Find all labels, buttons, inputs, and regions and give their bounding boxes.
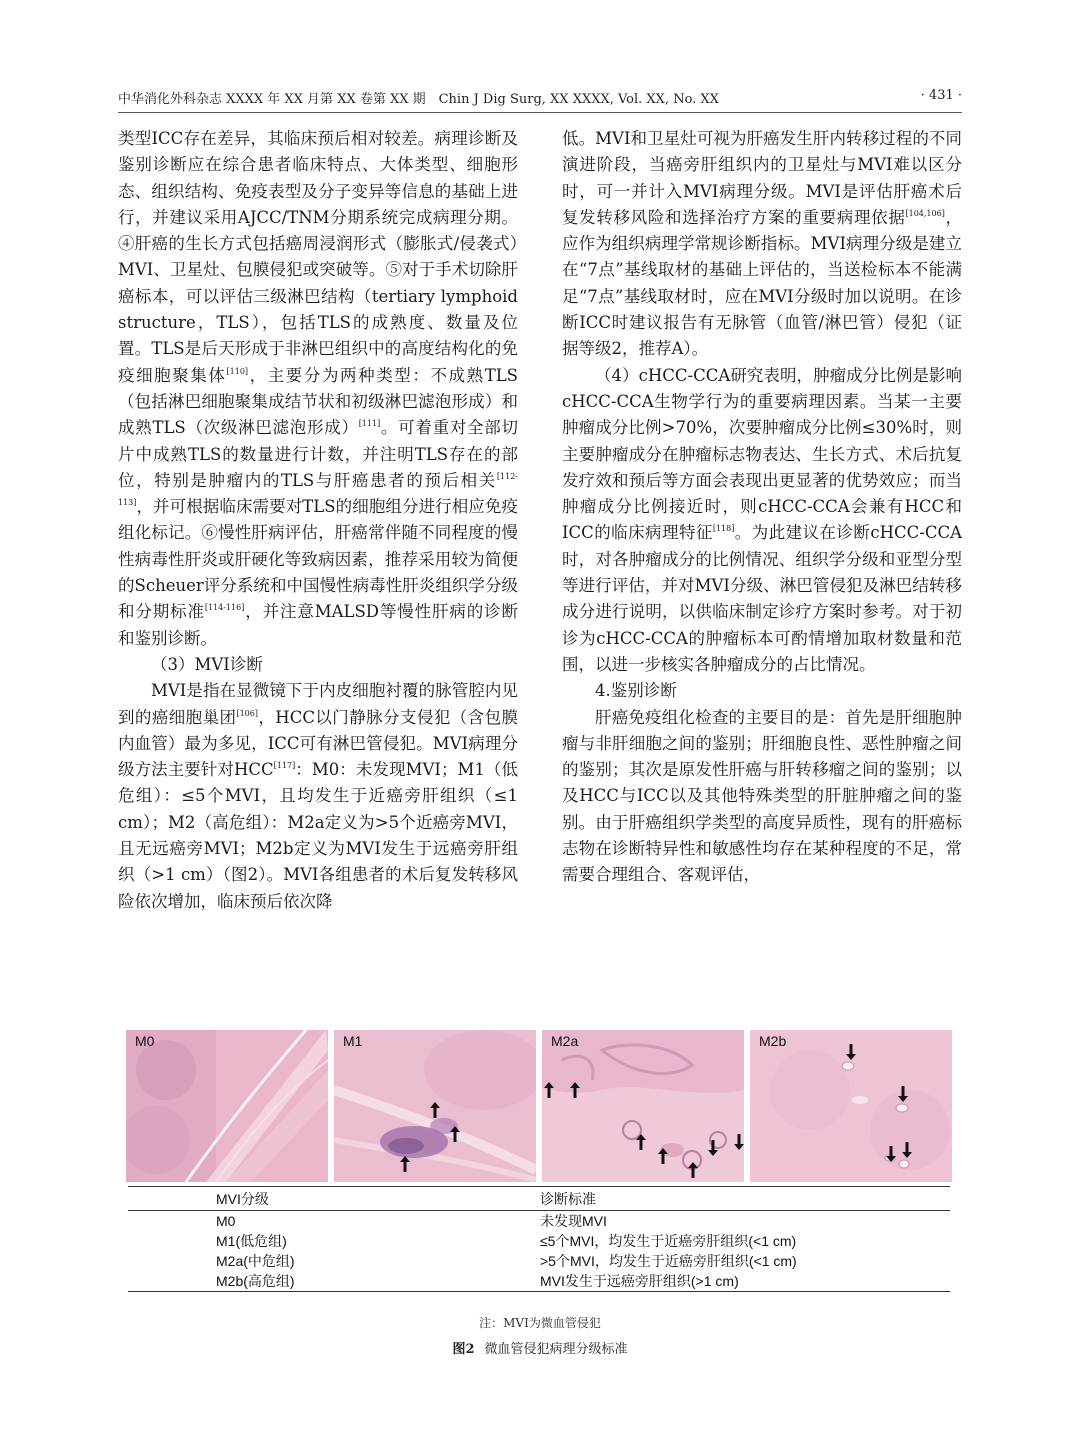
arrow-icon [688,1162,694,1176]
criteria-cell: >5个MVI，均发生于近癌旁肝组织(<1 cm) [540,1253,797,1269]
arrow-icon [658,1148,664,1162]
histology-image-m2a [542,1030,744,1182]
table-row [128,1231,950,1251]
running-header [118,88,962,113]
criteria-cell: 未发现MVI [540,1213,607,1229]
table-header-row [128,1187,950,1211]
paragraph: 类型ICC存在差异，其临床预后相对较差。病理诊断及鉴别诊断应在综合患者临床特点、大体类型、细胞形态、组织结构、免疫表型及分子变异等信息的基础上进行，并建议采用AJCC/TNM分期系统完成病理分期。④肝癌的生长方式包括癌周浸润形式（膨胀式/侵袭式）MVI、卫星灶、包膜侵犯或突破等。⑤对于手术切除肝癌标本，可以评估三级淋巴结构（tertiary lymphoid structure，TLS），包括TLS的成熟度、数量及位置。TLS是后天形成于非淋巴组织中的高度结构化的免疫细胞聚集体[110]，主要分为两种类型：不成熟TLS（包括淋巴细胞聚集成结节状和初级淋巴滤泡形成）和成熟TLS（次级淋巴滤泡形成）[111]。可着重对全部切片中成熟TLS的数量进行计数，并注明TLS存在的部位，特别是肿瘤内的TLS与肝癌患者的预后相关[112-113]，并可根据临床需要对TLS的细胞组分进行相应免疫组化标记。⑥慢性肝病评估，肝癌常伴随不同程度的慢性病毒性肝炎或肝硬化等致病因素，推荐采用较为简便的Scheuer评分系统和中国慢性病毒性肝炎组织学分级和分期标准[114-116]，并注意MALSD等慢性肝病的诊断和鉴别诊断。 [118,129,519,648]
table-row [128,1211,950,1232]
arrow-icon [708,1140,714,1154]
arrow-icon [430,1102,436,1116]
paragraph: （4）cHCC-CCA研究表明，肿瘤成分比例是影响cHCC-CCA生物学行为的重要病理因素。当某一主要肿瘤成分比例>70%，次要肿瘤成分比例≤30%时，则主要肿瘤成分在肿瘤标志物表达、生长方式、术后抗复发疗效和预后等方面会表现出更显著的优势效应；而当肿瘤成分比例接近时，则cHCC-CCA会兼有HCC和ICC的临床病理特征[118]。为此建议在诊断cHCC-CCA时，对各肿瘤成分的比例情况、组织学分级和亚型分型等进行评估，并对MVI分级、淋巴管侵犯及淋巴结转移成分进行说明，以供临床制定诊疗方案时参考。对于初诊为cHCC-CCA的肿瘤标本可酌情增加取材数量和范围，以进一步核实各肿瘤成分的占比情况。 [562,365,962,674]
journal-header: 中华消化外科杂志 XXXX 年 XX 月第 XX 卷第 XX 期 Chin J Dig Surg, XX XXXX, Vol. XX, No. XX [118,92,719,107]
arrow-icon [400,1156,406,1170]
arrow-icon [636,1134,642,1148]
figure-caption [0,1338,1080,1357]
figure-note: 注：MVI为微血管侵犯 [479,1316,601,1330]
section-heading: 4.鉴别诊断 [595,681,677,701]
citation: [111] [358,419,381,429]
panel-label: M2a [551,1033,579,1049]
page-number: · 431 · [920,88,962,103]
column-header: MVI分级 [128,1187,452,1211]
table-row [128,1251,950,1271]
citation: [112-113] [118,471,518,508]
arrow-icon [570,1082,576,1096]
caption-text: 微血管侵犯病理分级标准 [484,1342,628,1357]
citation: [118] [712,524,735,534]
arrow-icon [898,1086,904,1100]
grade-cell: M1(低危组) [216,1233,287,1249]
citation: [106] [236,708,258,718]
grade-cell: M0 [216,1213,236,1229]
caption-label: 图2 [452,1342,475,1357]
paragraph: 低。MVI和卫星灶可视为肝癌发生肝内转移过程的不同演进阶段，当癌旁肝组织内的卫星灶与MVI难以区分时，可一并计入MVI病理分级。MVI是评估肝癌术后复发转移风险和选择治疗方案的重要病理依据[104,106]，应作为组织病理学常规诊断指标。MVI病理分级是建立在“7点”基线取材的基础上评估的，当送检标本不能满足“7点”基线取材时，应在MVI分级时加以说明。在诊断ICC时建议报告有无脉管（血管/淋巴管）侵犯（证据等级2，推荐A）。 [562,129,963,359]
criteria-cell: ≤5个MVI，均发生于近癌旁肝组织(<1 cm) [540,1233,797,1249]
section-heading: （3）MVI诊断 [151,654,263,674]
panel-label: M2b [759,1033,787,1049]
panel-m2a [542,1030,744,1182]
column-header: 诊断标准 [452,1187,950,1211]
paragraph: MVI是指在显微镜下于内皮细胞衬覆的脉管腔内见到的癌细胞巢团[106]，HCC以门静脉分支侵犯（含包膜内血管）最为多见，ICC可有淋巴管侵犯。MVI病理分级方法主要针对HCC[117]：M0：未发现MVI；M1（低危组）：≤5个MVI，且均发生于近癌旁肝组织（≤1 cm）；M2（高危组）：M2a定义为>5个近癌旁MVI，且无远癌旁MVI；M2b定义为MVI发生于远癌旁肝组织（>1 cm）（图2）。MVI各组患者的术后复发转移风险依次增加，临床预后依次降 [118,681,519,911]
panel-m0 [126,1030,328,1182]
left-column [118,126,518,915]
panel-m2b [750,1030,952,1182]
arrow-icon [846,1044,852,1058]
panel-label: M1 [343,1033,363,1049]
panel-m1 [334,1030,536,1182]
right-column [562,126,962,889]
histology-image-m0 [126,1030,328,1182]
arrow-icon [544,1082,550,1096]
citation: [117] [273,761,296,771]
table-row [128,1271,950,1292]
mvi-grading-table [128,1186,950,1292]
citation: [114-116] [204,603,245,613]
histology-figure [126,1030,952,1182]
citation: [104,106] [905,208,945,218]
panel-label: M0 [135,1033,155,1049]
arrow-icon [734,1134,740,1148]
arrow-icon [886,1146,892,1160]
grade-cell: M2b(高危组) [128,1271,452,1292]
grade-cell: M2a(中危组) [216,1253,295,1269]
arrow-icon [450,1126,456,1140]
citation: [110] [226,366,249,376]
paragraph: 肝癌免疫组化检查的主要目的是：首先是肝细胞肿瘤与非肝细胞之间的鉴别；肝细胞良性、恶性肿瘤之间的鉴别；其次是原发性肝癌与肝转移瘤之间的鉴别；以及HCC与ICC以及其他特殊类型的肝脏肿瘤之间的鉴别。由于肝癌组织学类型的高度异质性，现有的肝癌标志物在诊断特异性和敏感性均存在某种程度的不足，常需要合理组合、客观评估， [562,707,962,885]
arrow-icon [902,1142,908,1156]
criteria-cell: MVI发生于远癌旁肝组织(>1 cm) [452,1271,950,1292]
